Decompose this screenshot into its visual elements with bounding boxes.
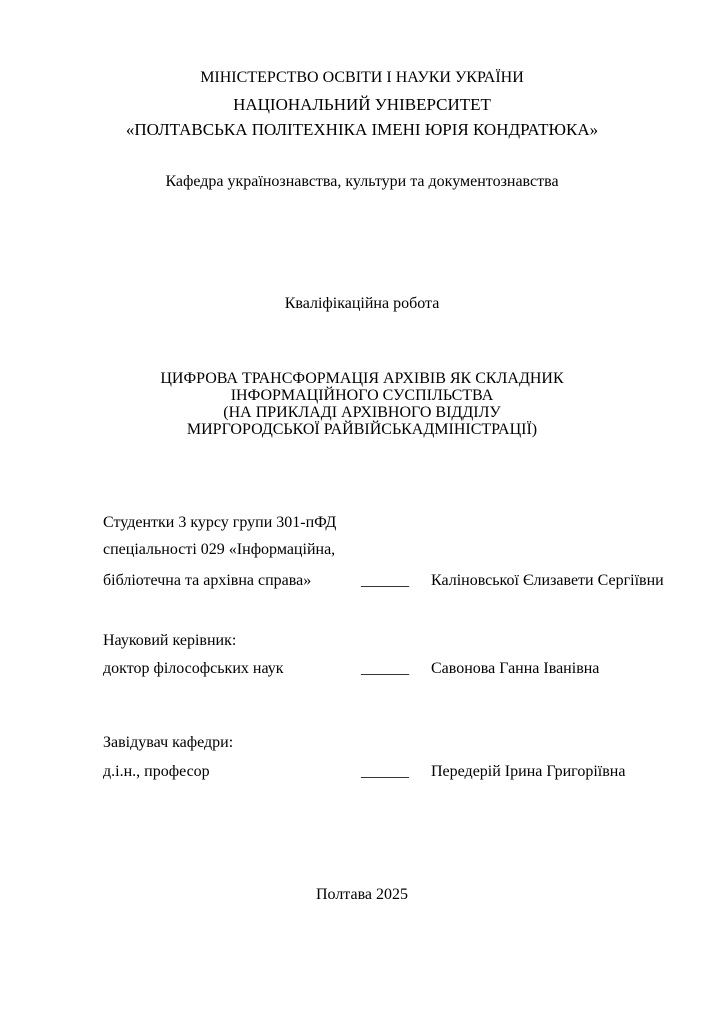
thesis-title-line: ЦИФРОВА ТРАНСФОРМАЦІЯ АРХІВІВ ЯК СКЛАДНИК (160, 370, 564, 387)
thesis-title-line: МИРГОРОДСЬКОЇ РАЙВІЙСЬКАДМІНІСТРАЦІЇ) (186, 421, 538, 438)
university-name-line2: «ПОЛТАВСЬКА ПОЛІТЕХНІКА ІМЕНІ ЮРІЯ КОНДРАТЮКА» (125, 120, 599, 139)
supervisor-name: Савонова Ганна Іванівна (431, 660, 600, 677)
student-name: Каліновської Єлизавети Сергіївни (431, 572, 664, 589)
student-info-line: Студентки 3 курсу групи 301-пФД (103, 514, 337, 531)
supervisor-signature-line: ______ (361, 660, 409, 677)
supervisor-label: Науковий керівник: (103, 632, 237, 649)
student-signature-line: ______ (361, 572, 409, 589)
city-year: Полтава 2025 (315, 886, 409, 903)
student-info-line: бібліотечна та архівна справа» (103, 572, 312, 589)
thesis-title-line: ІНФОРМАЦІЙНОГО СУСПІЛЬСТВА (230, 387, 494, 404)
head-name: Передерій Ірина Григоріївна (431, 763, 626, 780)
student-info-line: спеціальності 029 «Інформаційна, (103, 541, 336, 558)
department-name: Кафедра українознавства, культури та документознавства (165, 173, 559, 190)
head-label: Завідувач кафедри: (103, 734, 234, 751)
ministry-name: МІНІСТЕРСТВО ОСВІТИ І НАУКИ УКРАЇНИ (200, 69, 524, 86)
work-type: Кваліфікаційна робота (284, 295, 440, 312)
supervisor-degree: доктор філософських наук (103, 660, 284, 677)
head-signature-line: ______ (361, 763, 409, 780)
head-degree: д.і.н., професор (103, 763, 210, 780)
thesis-title-line: (НА ПРИКЛАДІ АРХІВНОГО ВІДДІЛУ (223, 404, 501, 421)
university-name-line1: НАЦІОНАЛЬНИЙ УНІВЕРСИТЕТ (233, 95, 491, 114)
